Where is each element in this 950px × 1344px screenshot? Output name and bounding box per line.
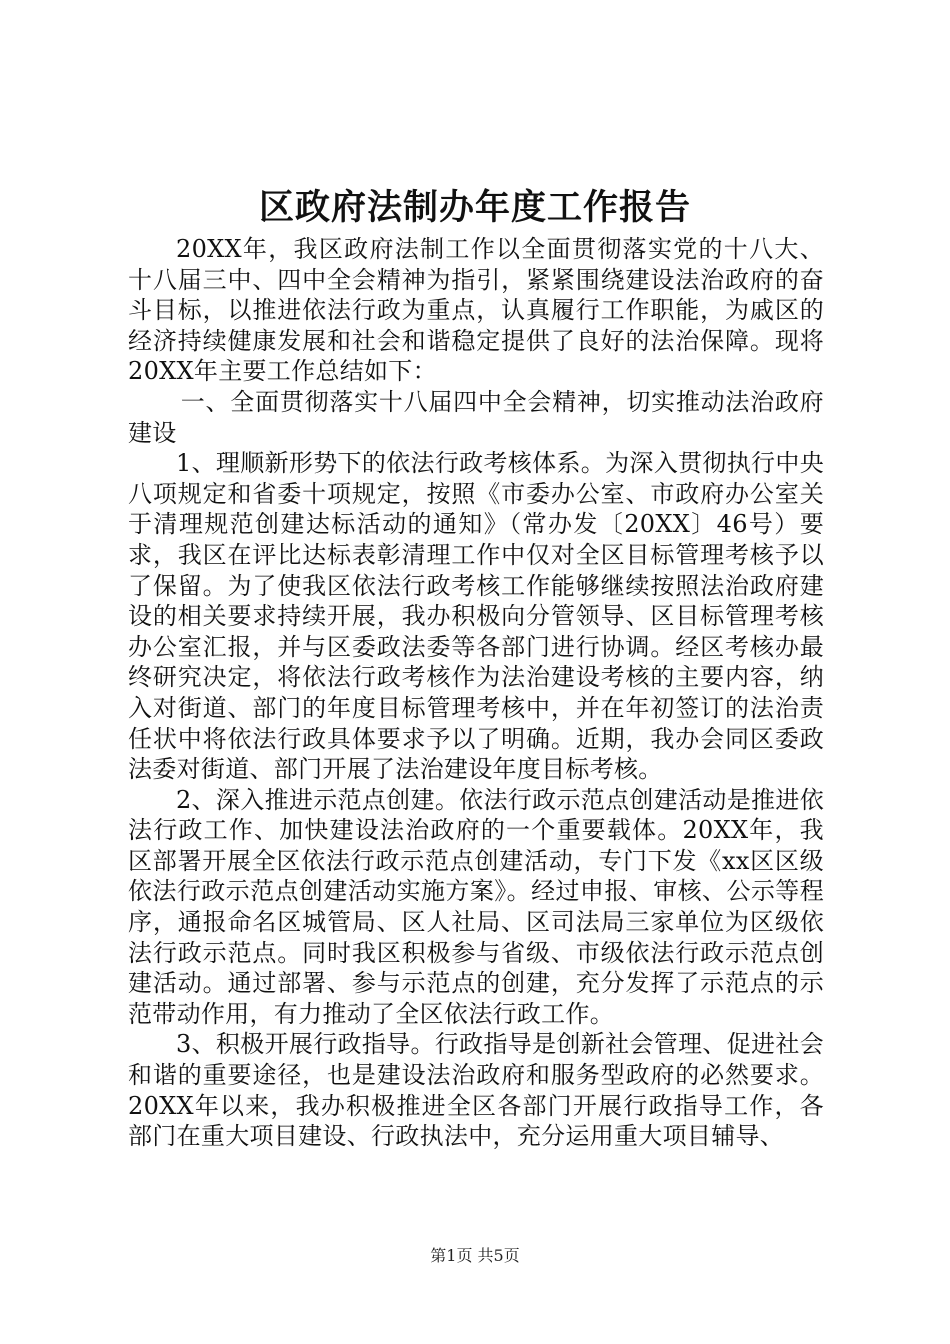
page-footer: 第1页 共5页: [430, 1246, 520, 1265]
intro-paragraph: 20XX年，我区政府法制工作以全面贯彻落实党的十八大、十八届三中、四中全会精神为指引，紧紧围绕建设法治政府的奋斗目标，以推进依法行政为重点，认真履行工作职能，为戚区的经济持续健康发展和社会和谐稳定提供了良好的法治保障。现将20XX年主要工作总结如下：: [128, 235, 824, 386]
item-paragraph-1: 1、理顺新形势下的依法行政考核体系。为深入贯彻执行中央八项规定和省委十项规定，按照《市委办公室、市政府办公室关于清理规范创建达标活动的通知》（常办发〔20XX〕46号）要求，我区在评比达标表彰清理工作中仅对全区目标管理考核予以了保留。为了使我区依法行政考核工作能够继续按照法治政府建设的相关要求持续开展，我办积极向分管领导、区目标管理考核办公室汇报，并与区委政法委等各部门进行协调。经区考核办最终研究决定，将依法行政考核作为法治建设考核的主要内容，纳入对街道、部门的年度目标管理考核中，并在年初签订的法治责任状中将依法行政具体要求予以了明确。近期，我办会同区委政法委对街道、部门开展了法治建设年度目标考核。: [128, 449, 824, 784]
document-title: 区政府法制办年度工作报告: [258, 187, 691, 228]
section-heading-1: 一、全面贯彻落实十八届四中全会精神，切实推动法治政府建设: [128, 387, 824, 447]
document-body: [128, 234, 824, 1152]
item-paragraph-2: 2、深入推进示范点创建。依法行政示范点创建活动是推进依法行政工作、加快建设法治政府的一个重要载体。20XX年，我区部署开展全区依法行政示范点创建活动，专门下发《xx区区级依法行政示范点创建活动实施方案》。经过申报、审核、公示等程序，通报命名区城管局、区人社局、区司法局三家单位为区级依法行政示范点。同时我区积极参与省级、市级依法行政示范点创建活动。通过部署、参与示范点的创建，充分发挥了示范点的示范带动作用，有力推动了全区依法行政工作。: [128, 785, 824, 1028]
item-paragraph-3: 3、积极开展行政指导。行政指导是创新社会管理、促进社会和谐的重要途径，也是建设法治政府和服务型政府的必然要求。20XX年以来，我办积极推进全区各部门开展行政指导工作，各部门在重大项目建设、行政执法中，充分运用重大项目辅导、: [128, 1030, 824, 1151]
